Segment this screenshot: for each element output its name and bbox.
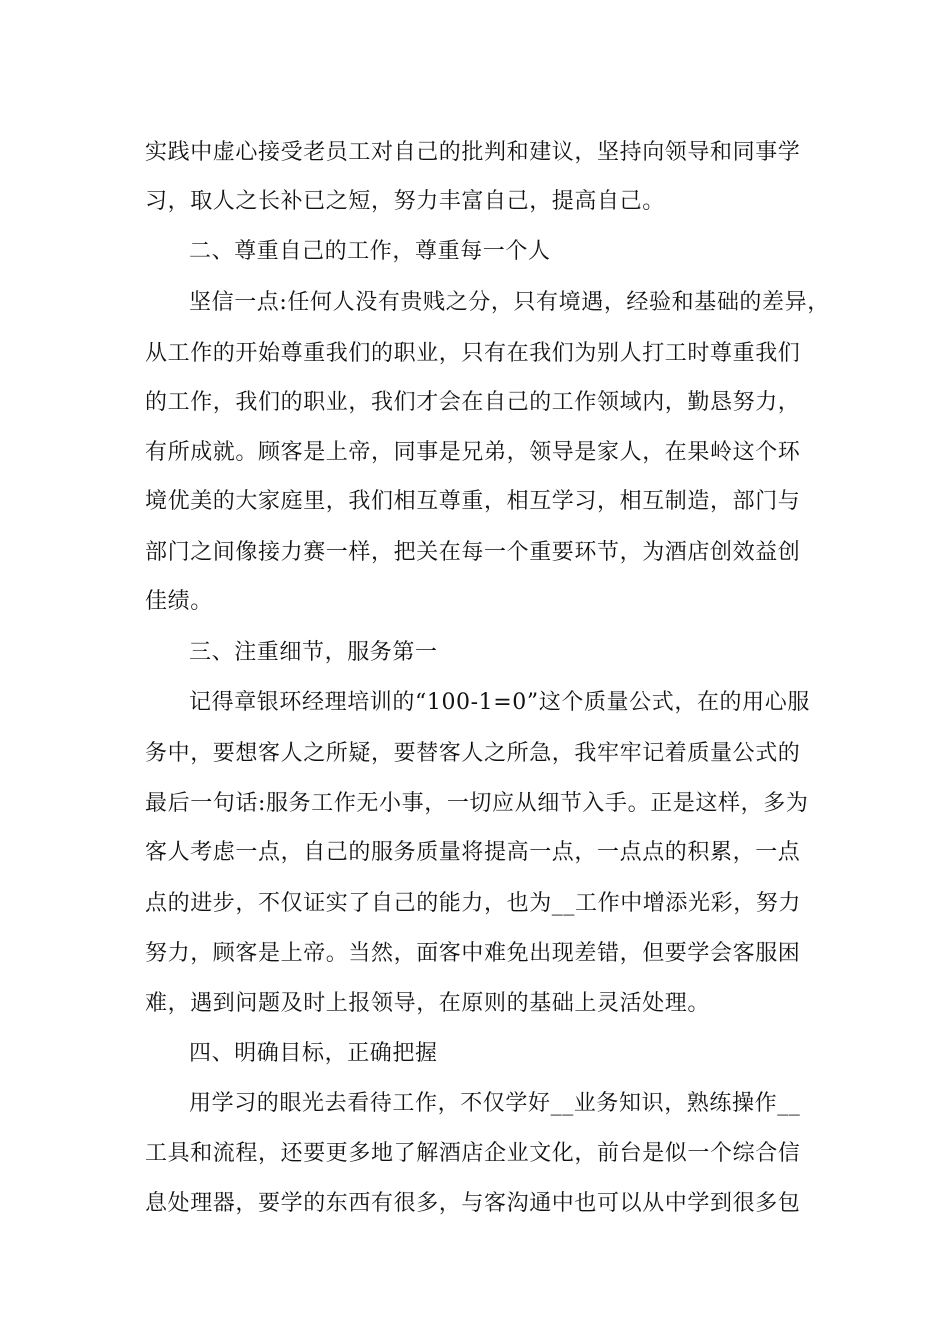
paragraph-line: 从工作的开始尊重我们的职业，只有在我们为别人打工时尊重我们 bbox=[145, 341, 801, 366]
section-heading: 四、明确目标，正确把握 bbox=[189, 1041, 438, 1066]
paragraph-line: 最后一句话:服务工作无小事，一切应从细节入手。正是这样，多为 bbox=[145, 791, 809, 816]
paragraph-line: 努力，顾客是上帝。当然，面客中难免出现差错，但要学会客服困 bbox=[145, 941, 801, 966]
paragraph-line: 工具和流程，还要更多地了解酒店企业文化，前台是似一个综合信 bbox=[145, 1141, 801, 1166]
paragraph-line: 有所成就。顾客是上帝，同事是兄弟，领导是家人，在果岭这个环 bbox=[145, 440, 801, 465]
paragraph-line: 客人考虑一点，自己的服务质量将提高一点，一点点的积累，一点 bbox=[145, 840, 801, 865]
paragraph-line: 实践中虚心接受老员工对自己的批判和建议，坚持向领导和同事学 bbox=[145, 140, 801, 165]
paragraph-line: 部门之间像接力赛一样，把关在每一个重要环节，为酒店创效益创 bbox=[145, 540, 801, 565]
paragraph-line: 务中，要想客人之所疑，要替客人之所急，我牢牢记着质量公式的 bbox=[145, 741, 801, 766]
paragraph-line: 难，遇到问题及时上报领导，在原则的基础上灵活处理。 bbox=[145, 991, 711, 1016]
paragraph-line: 记得章银环经理培训的“100-1=0”这个质量公式，在的用心服 bbox=[189, 690, 810, 715]
paragraph-line: 习，取人之长补已之短，努力丰富自己，提高自己。 bbox=[145, 189, 665, 214]
paragraph-line: 用学习的眼光去看待工作，不仅学好__业务知识，熟练操作__ bbox=[189, 1091, 801, 1116]
section-heading: 二、尊重自己的工作，尊重每一个人 bbox=[189, 239, 551, 264]
paragraph-line: 点的进步，不仅证实了自己的能力，也为__工作中增添光彩，努力 bbox=[145, 891, 802, 916]
paragraph-line: 息处理器，要学的东西有很多，与客沟通中也可以从中学到很多包 bbox=[145, 1191, 801, 1216]
paragraph-line: 坚信一点:任何人没有贵贱之分，只有境遇，经验和基础的差异， bbox=[189, 290, 830, 315]
section-heading: 三、注重细节，服务第一 bbox=[189, 640, 438, 665]
paragraph-line: 佳绩。 bbox=[145, 589, 213, 614]
paragraph-line: 境优美的大家庭里，我们相互尊重，相互学习，相互制造，部门与 bbox=[145, 489, 801, 514]
paragraph-line: 的工作，我们的职业，我们才会在自己的工作领域内，勤恳努力， bbox=[145, 390, 801, 415]
